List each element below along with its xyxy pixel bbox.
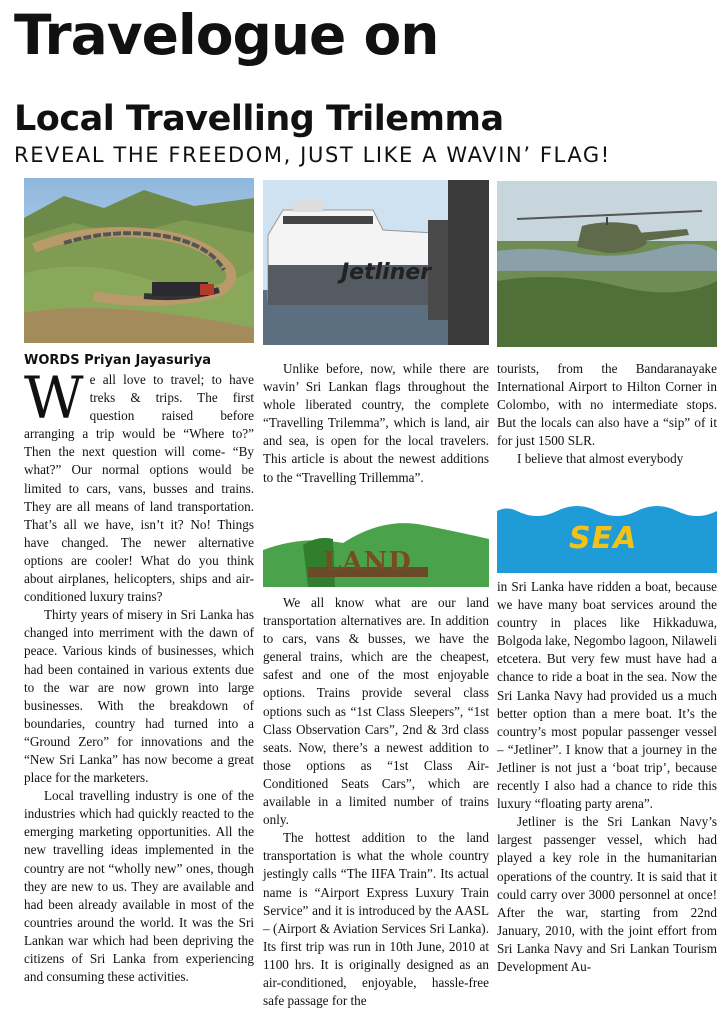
drop-cap: W [24, 364, 84, 432]
article-column-2 [263, 360, 489, 487]
headline-line-2: Local Travelling Trilemma [14, 99, 504, 139]
byline: WORDS Priyan Jayasuriya [24, 353, 212, 368]
headline-line-1: Travelogue on [14, 3, 439, 67]
ship-name-label: Jetliner [341, 260, 432, 285]
jetliner-ship-photo [263, 180, 489, 345]
paragraph: in Sri Lanka have ridden a boat, because we have many boat services around the country in places like Hikkaduwa, Bolgoda lake, Negombo lagoon, Nilaweli etcetera. But very few must have had a chance to ride a boat in the sea. Now the Sri Lanka Navy had provided us a much better option than a mere boat. It’s the country’s most popular passenger vessel – “Jetliner”. I know that a journey in the Jetliner is not just a ‘boat trip’, because recently I also had a chance to ride this luxury “floating party arena”. [497, 579, 717, 812]
article-column-3 [497, 360, 717, 469]
paragraph: I believe that almost everybody [517, 451, 684, 467]
paragraph: Unlike before, now, while there are wavin’ Sri Lankan flags throughout the whole liberated country, the complete “Travelling Trilemma”, which is land, air and sea, is open for the local travelers. This article is about the newest additions to the “Travelling Trillemma”. [263, 361, 489, 485]
land-sign-text: LAND [323, 547, 412, 577]
train-photo [24, 178, 254, 343]
paragraph: Local travelling industry is one of the industries which had quickly reacted to the emerging marketing opportunities. All the new travelling ideas implemented in the country are not “wholly new” ones, though they are new to us. They are available and had been already available in most of the countries around the world. It was the Sri Lankan war which had been depriving the citizens of Sri Lanka from experiencing and consuming these activities. [24, 788, 254, 985]
article-column-3-continued [497, 578, 717, 976]
paragraph: We all know what are our land transportation alternatives are. In addition to cars, vans & busses, we have the general trains, which are the cheapest, safest and one of the most enjoyable options. Trains provide several class options such as “1st Class Sleepers”, “1st Class Observation Cars”, 2nd & 3rd class seats. Now, there’s a newest addition to those options as “1st Class Air-Conditioned Seats Cars”, which are available in a limited number of trains only. [263, 595, 489, 828]
paragraph: Jetliner is the Sri Lankan Navy’s largest passenger vessel, which had played a key role in the humanitarian operations of the country. It is said that it could carry over 3000 personnel at once! After the war, starting from 22nd January, 2010, with the joint effort from Sri Lanka Navy and Sri Lankan Tourism Development Au- [497, 814, 717, 974]
tagline: REVEAL THE FREEDOM, JUST LIKE A WAVIN’ FLAG! [14, 143, 611, 167]
sea-sign-text: SEA [569, 521, 638, 556]
sea-sign-graphic [497, 497, 717, 573]
helicopter-photo [497, 181, 717, 347]
article-column-1 [24, 352, 254, 986]
paragraph: e all love to travel; to have treks & trips. The first question raised before arranging a trip would be “Where to?” Then the next question will come- “By what?” Our normal options would be limited to cars, vans, busses and trains. They are all means of land transportation. That’s all we have, isn’t it? No! Things have changed. The newer alternative options are cooler! What do you think about airplanes, helicopters, ships and air-conditioned luxury trains? [24, 372, 254, 605]
paragraph: tourists, from the Bandaranayake International Airport to Hilton Corner in Colombo, with no intermediate stops. But the locals can also have a “sip” of it for just 1500 SLR. [497, 361, 717, 449]
land-sign-graphic [263, 505, 489, 587]
article-column-2-continued [263, 594, 489, 1010]
paragraph: The hottest addition to the land transportation is what the whole country jestingly calls “The IIFA Train”. Its actual name is “Airport Express Luxury Train Service” and it is introduced by the AASL – (Airport & Aviation Services Sri Lanka). Its first trip was run in 10th June, 2010 at 1100 hrs. It is originally designed as an air-conditioned, enjoyable, hassle-free safe passage for the [263, 830, 489, 1009]
paragraph: Thirty years of misery in Sri Lanka has changed into merriment with the dawn of peace. Various kinds of businesses, which had been contained in various extents due to the war are now grown into large businesses. With the breakdown of boundaries, country had turned into a “Ground Zero” for innovations and the “New Sri Lanka” has now become a great place for the marketers. [24, 607, 254, 786]
